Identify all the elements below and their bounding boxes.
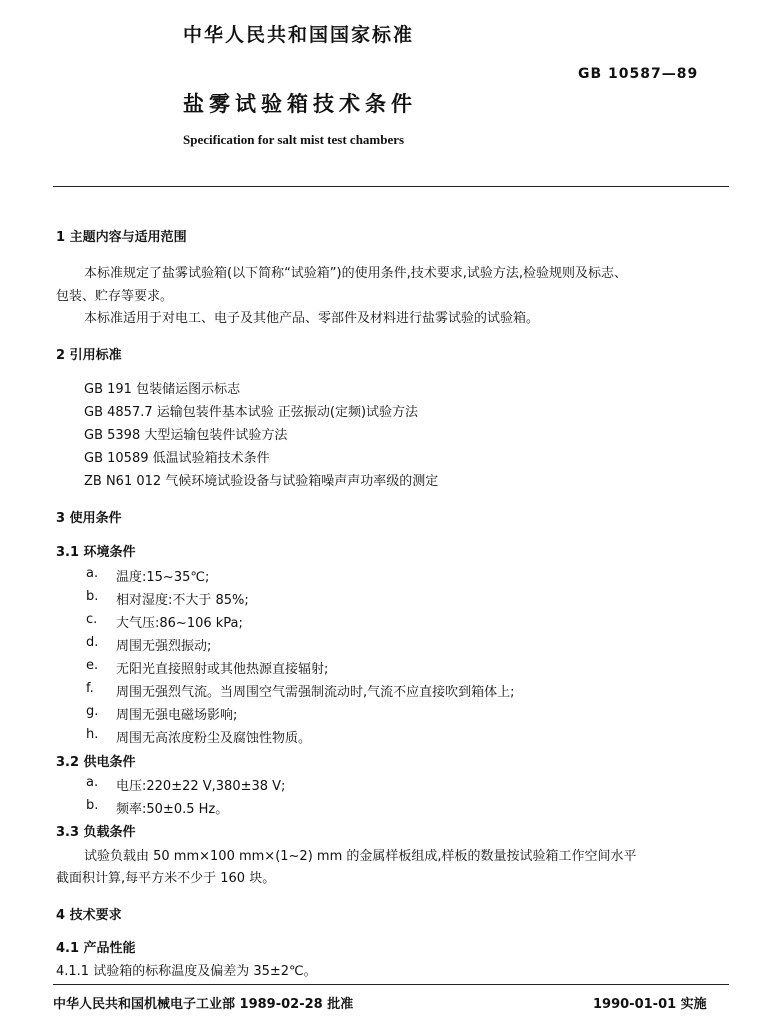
list-marker: d.	[86, 635, 99, 650]
document-title-english: Specification for salt mist test chambers	[183, 132, 405, 147]
power-supply-item: 频率:50±0.5 Hz。	[116, 802, 229, 817]
document-title-chinese: 盐雾试验箱技术条件	[183, 92, 417, 116]
list-marker: e.	[86, 658, 99, 673]
list-marker: b.	[86, 798, 99, 813]
environment-condition-item: 无阳光直接照射或其他热源直接辐射;	[116, 662, 329, 677]
list-marker: b.	[86, 589, 99, 604]
reference-standard-item: GB 10589 低温试验箱技术条件	[84, 451, 270, 466]
header-divider	[53, 186, 729, 187]
power-supply-item: 电压:220±22 V,380±38 V;	[116, 779, 286, 794]
reference-standard-item: GB 5398 大型运输包装件试验方法	[84, 428, 288, 443]
implementation-date: 1990-01-01 实施	[593, 997, 707, 1012]
environment-condition-item: 大气压:86~106 kPa;	[116, 616, 243, 631]
section-4-1-heading: 4.1 产品性能	[56, 941, 136, 956]
section-2-heading: 2 引用标准	[56, 348, 122, 363]
environment-condition-item: 相对湿度:不大于 85%;	[116, 593, 249, 608]
reference-standard-item: GB 4857.7 运输包装件基本试验 正弦振动(定频)试验方法	[84, 405, 419, 420]
section-3-heading: 3 使用条件	[56, 511, 122, 526]
section-3-2-heading: 3.2 供电条件	[56, 755, 136, 770]
section-3-3-paragraph-line-2: 截面积计算,每平方米不少于 160 块。	[56, 871, 276, 886]
list-marker: h.	[86, 727, 99, 742]
environment-condition-item: 周围无强电磁场影响;	[116, 708, 238, 723]
list-marker: a.	[86, 775, 99, 790]
reference-standard-item: ZB N61 012 气候环境试验设备与试验箱噪声声功率级的测定	[84, 474, 439, 489]
section-4-heading: 4 技术要求	[56, 908, 122, 923]
section-3-3-paragraph-line-1: 试验负载由 50 mm×100 mm×(1~2) mm 的金属样板组成,样板的数量按试验箱工作空间水平	[84, 849, 637, 864]
list-marker: c.	[86, 612, 98, 627]
section-4-1-1-text: 4.1.1 试验箱的标称温度及偏差为 35±2℃。	[56, 964, 317, 979]
environment-condition-item: 周围无高浓度粉尘及腐蚀性物质。	[116, 731, 312, 746]
environment-condition-item: 周围无强烈振动;	[116, 639, 212, 654]
section-3-1-heading: 3.1 环境条件	[56, 545, 136, 560]
environment-condition-item: 周围无强烈气流。当周围空气需强制流动时,气流不应直接吹到箱体上;	[116, 685, 515, 700]
issuing-country-standard: 中华人民共和国国家标准	[183, 24, 415, 46]
section-1-paragraph-2: 本标准适用于对电工、电子及其他产品、零部件及材料进行盐雾试验的试验箱。	[84, 311, 540, 326]
environment-condition-item: 温度:15~35℃;	[116, 570, 210, 585]
reference-standard-item: GB 191 包装储运图示标志	[84, 382, 241, 397]
section-1-paragraph-1-line-1: 本标准规定了盐雾试验箱(以下简称“试验箱”)的使用条件,技术要求,试验方法,检验规则及标志、	[84, 266, 628, 281]
list-marker: a.	[86, 566, 99, 581]
list-marker: f.	[86, 681, 94, 696]
section-3-3-heading: 3.3 负载条件	[56, 825, 136, 840]
footer-divider	[53, 984, 729, 985]
list-marker: g.	[86, 704, 99, 719]
approval-line: 中华人民共和国机械电子工业部 1989-02-28 批准	[53, 997, 354, 1012]
section-1-heading: 1 主题内容与适用范围	[56, 230, 187, 245]
standard-number: GB 10587—89	[578, 66, 699, 82]
section-1-paragraph-1-line-2: 包装、贮存等要求。	[56, 289, 174, 304]
